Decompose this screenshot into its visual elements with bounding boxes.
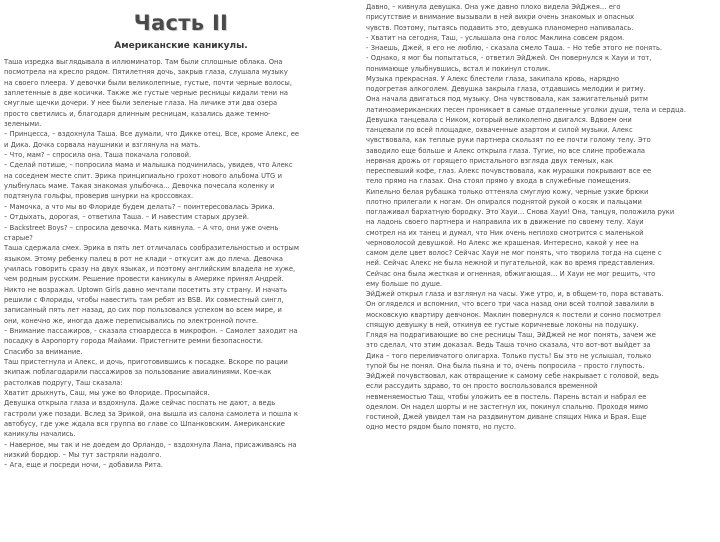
text-line: улыбнулась маме. Такая знакомая улыбочка… Девочка почесала коленку и xyxy=(4,182,275,191)
text-line: экипаж поблагодарили пассажиров за пользование авиалиниями. Кое-как xyxy=(4,368,272,377)
text-line: языком. Этому ребенку палец в рот не клади – откусит аж до плеча. Девочка xyxy=(4,254,283,263)
text-line: – Внимание пассажиров, - сказала стюардесса в микрофон. – Самолет заходит на xyxy=(4,326,298,335)
text-line: низкий бордюр. – Мы тут застряли надолго. xyxy=(4,451,162,460)
text-line: ЭйДжей почувствовал, как отвращение к самому себе накрывает с головой, ведь xyxy=(366,372,659,380)
left-column xyxy=(4,0,358,540)
text-line: Спасибо за внимание. xyxy=(4,347,83,356)
text-line: смуглые щечки дочери. У нее были зеленые глаза. На личике эти два озера xyxy=(4,99,278,108)
text-line: Сейчас она была жесткая и огненная, обжигающая… И Хауи не мог решить, что xyxy=(366,269,656,278)
text-line: - Знаешь, Джей, я его не люблю, - сказала смело Таша. – Но тебе этого не понять. xyxy=(366,44,663,52)
text-line: – Backstreet Boys? – спросила девочка. Мать кивнула. – А что, они уже очень xyxy=(4,223,279,232)
text-line: Таш пристегнула и Алекс, и дочь, приготовившись к посадке. Вскоре по рации xyxy=(4,357,288,366)
text-line: – Принцесса, – вздохнула Таша. Все думали, что Дикке отец. Все, кроме Алекс, ее xyxy=(4,130,299,139)
text-line: московскую квартиру девчонок. Маклин повернулся к постели и сонно посмотрел xyxy=(366,310,661,319)
text-line: записанный пять лет назад, до сих пор пользовался успехом во всем мире, и xyxy=(4,306,282,315)
text-line: заводило еще больше и Алекс открыла глаза. Тугие, но все слине пробежала xyxy=(366,146,645,155)
chapter-subtitle: Американские каникулы. xyxy=(114,41,248,51)
text-line: самом деле цвет волос? Сейчас Хауи не мог понять, что творила тогда на сцене с xyxy=(366,249,662,257)
text-line: Таша изредка выглядывала в иллюминатор. Там были сплошные облака. Она xyxy=(4,58,283,66)
text-line: присутствие и внимание вызывали в ней вихри очень знакомых и опасных xyxy=(366,13,635,22)
text-line: тело прямо на глазах. Она стоял прямо у входа в служебные помещения. xyxy=(366,177,631,186)
text-line: гостиной, Джей увидел там на раздвинутом диване спящих Ника и Брая. Еще xyxy=(366,413,647,421)
text-line: тупой бы не понял. Она была пьяна и то, очень попросила – просто глупость. xyxy=(366,361,645,370)
text-line: танцевали по всей площадке, охваченные азартом и силой музыки. Алекс xyxy=(366,126,633,134)
text-line: – Наверное, мы так и не доедем до Орландо, – вздохнула Лана, присаживаясь на xyxy=(4,440,297,449)
text-line: – Мамочка, а что мы во Флориде будем делать? – поинтересовалась Эрика. xyxy=(4,202,275,211)
text-line: одеялом. Он надел шорты и не застегнул их, покинул спальню. Проходя мимо xyxy=(366,402,648,411)
text-line: просто светились и, благодаря длинным ресницам, казались даже темно- xyxy=(4,109,271,118)
text-line: Девушка танцевала с Ником, который великолепно двигался. Вдвоем они xyxy=(366,115,632,124)
chapter-title: Часть II xyxy=(133,11,229,35)
text-line: ему больше по душе. xyxy=(366,279,443,288)
text-line: посмотрела на кресло рядом. Пятилетняя дочь, закрыв глаза, слушала музыку xyxy=(4,68,288,77)
text-line: решили с Флориды, чтобы навестить там ребят из BSB. Их совместный сингл, xyxy=(4,295,284,304)
text-line: Девушка открыла глаза и вздохнула. Даже сейчас поспать не дают, а ведь xyxy=(4,399,276,408)
text-line: Музыка прекрасная. У Алекс блестели глаза, закипала кровь, нарядно xyxy=(366,74,620,83)
text-line: ней. Сейчас Алекс не была нежной и пугательной, как во время представления. xyxy=(366,259,655,268)
text-line: растолкав подругу, Таш сказала: xyxy=(4,378,123,387)
text-line: подтянула гольфы, проверив шнурки на кроссовках. xyxy=(4,192,194,201)
text-line: смотрел на их танец и думал, что Ник очень неплохо смотрится с маленькой xyxy=(366,228,644,237)
text-line: поглаживал бархатную бородку. Это Хауи… Снова Хауи! Она, танцуя, положила руки xyxy=(366,208,675,216)
text-line: на своего плеера. У девочки были великолепные, густые, почти черные волосы, xyxy=(4,78,292,87)
text-line: посадку в Аэропорту города Майами. Пристегните ремни безопасности. xyxy=(4,337,263,346)
text-line: Давно, – кивнула девушка. Она уже давно плохо видела ЭйДжея… его xyxy=(366,3,621,11)
text-line: – Ага, еще и посреди ночи, – добавила Рита. xyxy=(4,461,163,470)
text-line: одно место рядом было помято, но пусто. xyxy=(366,423,516,432)
text-line: Дика – того переливчатого олигарха. Только пусть! Бы это не услышал, только xyxy=(366,351,652,360)
text-line: автобусу, где уже ждала вся группа во главе со Шпанковским. Американские xyxy=(4,420,285,429)
text-line: Никто не возражал. Uptown Girls давно мечтали посетить эту страну. И начать xyxy=(4,285,288,294)
right-column xyxy=(366,2,718,542)
text-line: подогретая алкоголем. Девушка закрыла глаза, отдавшись мелодии и ритму. xyxy=(366,85,646,93)
text-line: они, конечно же, иногда даже переписывались по электронной почте. xyxy=(4,316,259,325)
text-line: – Что, мам? – спросила она. Таша покачала головой. xyxy=(4,151,192,160)
text-line: это сделал, что этим доказал. Ведь Таша точно сказала, что вот-вот выйдет за xyxy=(366,341,651,350)
text-line: невменяемостью Таш, чтобы уложить ее в постель. Парень встал и набрал ее xyxy=(366,392,647,401)
text-line: нервная дрожь от горящего пристального взгляда двух темных, как xyxy=(366,156,613,165)
text-line: Глядя на подрагивающие во сне ресницы Таш, ЭйДжей не мог понять, зачем же xyxy=(366,331,656,339)
text-line: – Сделай потише, – попросила мама и малышка подчинилась, увидев, что Алекс xyxy=(4,161,293,170)
text-line: ЭйДжей открыл глаза и взглянул на часы. Уже утро, и, в общем-то, пора вставать. xyxy=(366,290,664,298)
text-line: и Дика. Дочка сорвала наушники и взглянула на мать. xyxy=(4,140,201,149)
text-line: переспевший кофе, глаз. Алекс почувствовала, как мурашки покрывают все ее xyxy=(366,167,652,175)
text-line: плотно прилегали к ногам. Он опирался поднятой рукой о косяк и пальцами xyxy=(366,197,642,206)
text-line: на соседнем месте спит. Эрика принципиально грохот нового альбома UTG и xyxy=(4,171,282,180)
text-line: заплетенные в две косички. Также же густые черные ресницы кидали тени на xyxy=(4,89,288,98)
text-line: латиноамериканских песен проникает в самые отдаленные уголки души, тела и сердца. xyxy=(366,105,686,114)
text-line: - Однако, я мог бы попытаться, - ответил ЭйДжей. Он повернулся к Хауи и тот, xyxy=(366,54,652,63)
text-line: чувствовала, как теплые руки партнера скользят по ее почти голому телу. Это xyxy=(366,136,651,145)
text-line: Таша сдержала смех. Эрика в пять лет отличалась сообразительностью и острым xyxy=(4,244,299,253)
text-line: чем родным русским. Решение провести каникулы в Америке принял Андрей. xyxy=(4,275,284,284)
text-line: училась говорить сразу на двух языках, и поэтому английским владела не хуже, xyxy=(4,264,296,273)
text-line: спящую девушку в ней, откинув ее густые коричневые локоны на подушку. xyxy=(366,320,639,329)
text-line: гастроли уже позади. Вслед за Эрикой, она вышла из салона самолета и пошла к xyxy=(4,409,298,418)
text-line: чувств. Поэтому, пытаясь подавить это, девушка планомерно напивалась. xyxy=(366,23,634,32)
text-line: - Хватит на сегодня, Таш, - услышала она голос Маклина совсем рядом. xyxy=(366,33,625,42)
text-line: Хватит дрыхнуть, Саш, мы уже во Флориде. Просыпайся. xyxy=(4,389,210,397)
text-line: каникулы начались. xyxy=(4,430,76,439)
text-line: черноволосой девушкой. Но Алекс же крашеная. Интересно, какой у нее на xyxy=(366,238,639,247)
right-body-text xyxy=(366,2,718,433)
text-line: Он огляделся и вспомнил, что всего три часа назад они всей толпой завалили в xyxy=(366,300,655,309)
text-line: Кипельно белая рубашка только оттеняла смуглую кожу, черные узкие брюки xyxy=(366,187,649,196)
text-line: понимающе улыбнувшись, встал и покинул столик. xyxy=(366,64,551,73)
left-body-text xyxy=(4,57,358,471)
text-line: на ладонь своего партнера и направила их в движение по своему телу. Хауи xyxy=(366,218,644,227)
text-line: – Отдыхать, дорогая, – ответила Таша. – И навестим старых друзей. xyxy=(4,213,249,222)
text-line: Она начала двигаться под музыку. Она чувствовала, как зажигательный ритм xyxy=(366,95,648,104)
text-line: старые? xyxy=(4,233,33,242)
text-line: зелеными. xyxy=(4,120,42,129)
text-line: если рассудить здраво, то он просто воспользовался временной xyxy=(366,382,598,391)
